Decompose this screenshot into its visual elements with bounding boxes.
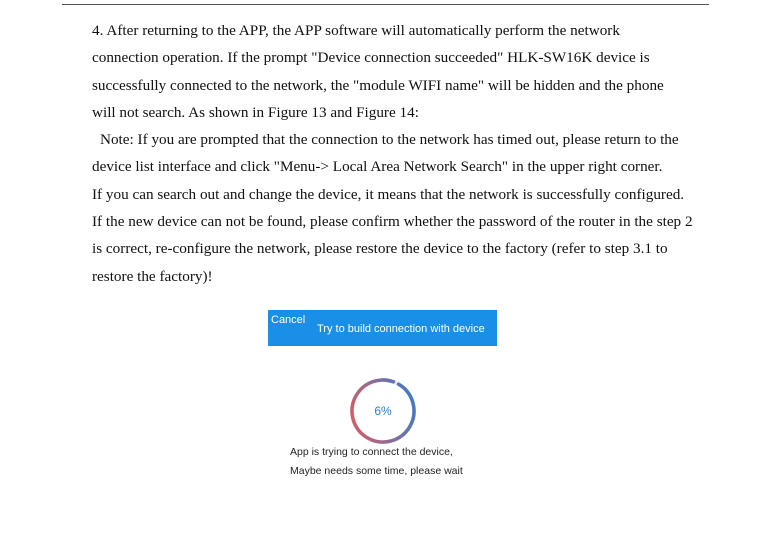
text-line: device list interface and click "Menu-> Local Area Network Search" in the upper right corner.	[92, 158, 663, 176]
app-header-bar	[268, 310, 497, 346]
header-title: Try to build connection with device	[317, 323, 485, 335]
text-line: is correct, re-configure the network, please restore the device to the factory (refer to step 3.1 to	[92, 240, 668, 258]
text-line: 4. After returning to the APP, the APP software will automatically perform the network	[92, 22, 620, 39]
app-screenshot-figure	[268, 308, 498, 508]
note-line: Note: If you are prompted that the connection to the network has timed out, please return to the	[100, 131, 679, 149]
text-line: connection operation. If the prompt "Device connection succeeded" HLK-SW16K device is	[92, 49, 650, 67]
cancel-button[interactable]: Cancel	[271, 314, 306, 326]
text-line: If the new device can not be found, please confirm whether the password of the router in the step 2	[92, 213, 693, 231]
status-message-line-1: App is trying to connect the device,	[290, 446, 453, 458]
text-line: restore the factory)!	[92, 267, 213, 285]
top-rule	[62, 4, 709, 5]
progress-percent-label: 6%	[374, 404, 392, 418]
text-line: If you can search out and change the device, it means that the network is successfully configured.	[92, 185, 685, 203]
text-line: successfully connected to the network, the "module WIFI name" will be hidden and the phone	[92, 76, 664, 94]
connection-progress-ring	[348, 376, 418, 446]
status-message-line-2: Maybe needs some time, please wait	[290, 465, 463, 477]
instruction-text	[92, 17, 742, 290]
text-line: will not search. As shown in Figure 13 and Figure 14:	[92, 103, 419, 121]
